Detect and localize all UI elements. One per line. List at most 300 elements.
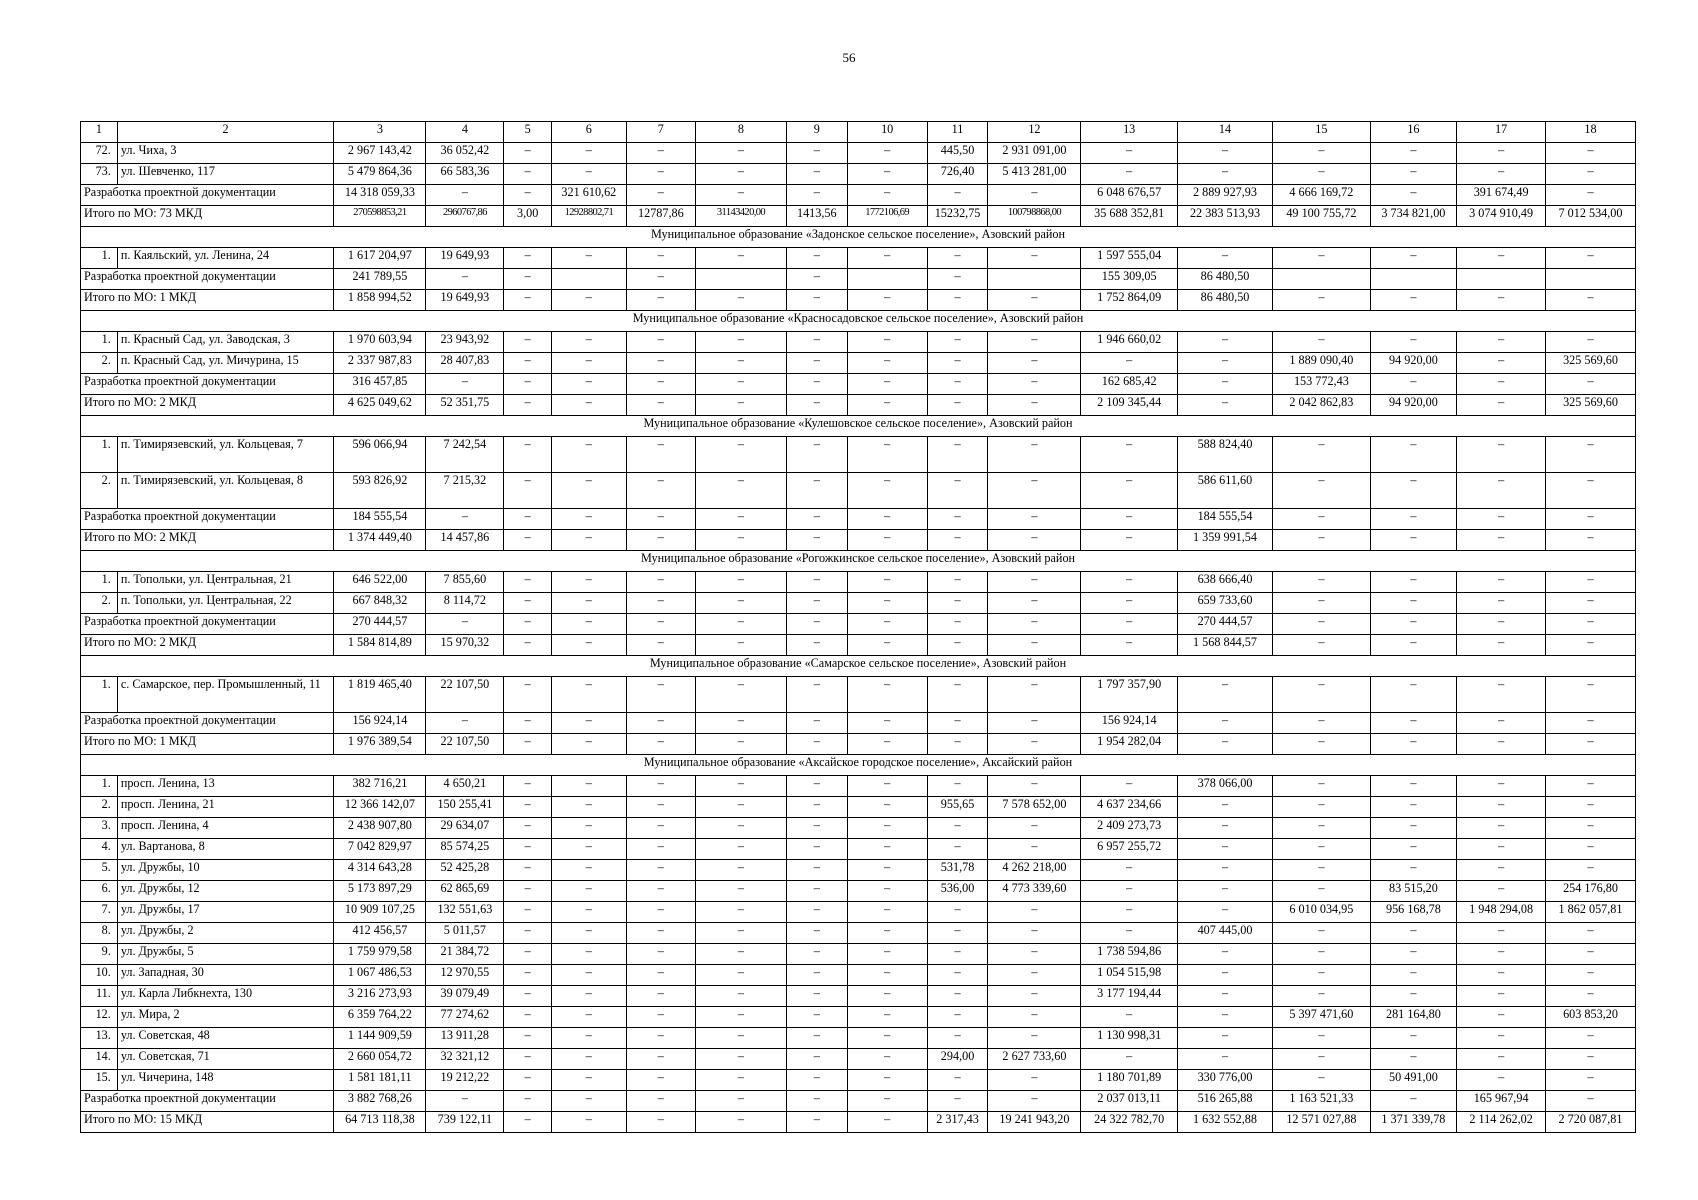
table-row <box>81 881 1636 902</box>
value-cell: – <box>1370 986 1457 1007</box>
value-cell: – <box>504 509 552 530</box>
subtotal-row <box>81 509 1636 530</box>
value-cell: – <box>626 395 695 416</box>
value-cell: – <box>1081 509 1177 530</box>
value-cell: – <box>1273 248 1370 269</box>
row-number: 7. <box>81 902 118 923</box>
address-cell: ул. Карла Либкнехта, 130 <box>117 986 334 1007</box>
subtotal-row <box>81 614 1636 635</box>
subtotal-row <box>81 395 1636 416</box>
column-header: 11 <box>927 122 988 143</box>
value-cell: – <box>988 614 1081 635</box>
row-label: Итого по МО: 15 МКД <box>81 1112 334 1133</box>
value-cell: – <box>1177 944 1272 965</box>
value-cell: – <box>1370 860 1457 881</box>
value-cell: – <box>1370 473 1457 509</box>
value-cell: – <box>1081 593 1177 614</box>
value-cell: 6 048 676,57 <box>1081 185 1177 206</box>
subtotal-row <box>81 290 1636 311</box>
value-cell: 4 625 049,62 <box>334 395 426 416</box>
value-cell: – <box>1457 1070 1546 1091</box>
value-cell: – <box>1546 593 1636 614</box>
subtotal-row <box>81 530 1636 551</box>
row-number: 73. <box>81 164 118 185</box>
value-cell: – <box>847 635 927 656</box>
value-cell: 14 318 059,33 <box>334 185 426 206</box>
value-cell: – <box>927 965 988 986</box>
value-cell: – <box>1273 1028 1370 1049</box>
value-cell: 19 241 943,20 <box>988 1112 1081 1133</box>
value-cell: – <box>927 839 988 860</box>
value-cell: – <box>1273 530 1370 551</box>
value-cell: 412 456,57 <box>334 923 426 944</box>
value-cell: 378 066,00 <box>1177 776 1272 797</box>
value-cell: 7 242,54 <box>426 437 504 473</box>
value-cell: – <box>1081 1007 1177 1028</box>
value-cell: – <box>927 374 988 395</box>
value-cell: – <box>927 395 988 416</box>
value-cell: – <box>988 734 1081 755</box>
row-label: Разработка проектной документации <box>81 185 334 206</box>
value-cell: – <box>1546 572 1636 593</box>
value-cell: – <box>552 839 627 860</box>
value-cell: – <box>552 530 627 551</box>
value-cell: 2 042 862,83 <box>1273 395 1370 416</box>
column-header: 4 <box>426 122 504 143</box>
value-cell: 21 384,72 <box>426 944 504 965</box>
value-cell: – <box>1546 437 1636 473</box>
value-cell: – <box>1081 530 1177 551</box>
value-cell: – <box>696 437 787 473</box>
value-cell: 956 168,78 <box>1370 902 1457 923</box>
value-cell: – <box>1273 572 1370 593</box>
row-number: 1. <box>81 776 118 797</box>
address-cell: с. Самарское, пер. Промышленный, 11 <box>117 677 334 713</box>
value-cell: – <box>504 572 552 593</box>
address-cell: просп. Ленина, 13 <box>117 776 334 797</box>
row-label: Итого по МО: 2 МКД <box>81 395 334 416</box>
value-cell: – <box>696 677 787 713</box>
value-cell: – <box>1273 734 1370 755</box>
value-cell: – <box>927 776 988 797</box>
value-cell: – <box>847 437 927 473</box>
value-cell: – <box>847 248 927 269</box>
subtotal-row <box>81 1091 1636 1112</box>
value-cell: – <box>696 530 787 551</box>
value-cell: 2 037 013,11 <box>1081 1091 1177 1112</box>
value-cell: – <box>1457 923 1546 944</box>
value-cell: – <box>988 944 1081 965</box>
value-cell: 162 685,42 <box>1081 374 1177 395</box>
value-cell: 12 970,55 <box>426 965 504 986</box>
value-cell: 254 176,80 <box>1546 881 1636 902</box>
value-cell: – <box>1081 473 1177 509</box>
value-cell: – <box>552 986 627 1007</box>
value-cell: – <box>847 881 927 902</box>
value-cell: – <box>696 572 787 593</box>
value-cell: – <box>696 1070 787 1091</box>
value-cell: – <box>696 818 787 839</box>
value-cell: – <box>1177 965 1272 986</box>
row-number: 2. <box>81 797 118 818</box>
address-cell: ул. Советская, 71 <box>117 1049 334 1070</box>
value-cell: – <box>1081 860 1177 881</box>
value-cell: – <box>696 143 787 164</box>
value-cell: – <box>927 437 988 473</box>
value-cell: – <box>696 332 787 353</box>
value-cell: – <box>504 185 552 206</box>
value-cell: – <box>626 860 695 881</box>
row-number: 12. <box>81 1007 118 1028</box>
value-cell: 596 066,94 <box>334 437 426 473</box>
value-cell: – <box>1273 860 1370 881</box>
value-cell: – <box>988 713 1081 734</box>
row-number: 1. <box>81 437 118 473</box>
value-cell: 1 976 389,54 <box>334 734 426 755</box>
value-cell: 86 480,50 <box>1177 290 1272 311</box>
table-row <box>81 143 1636 164</box>
value-cell: – <box>1370 944 1457 965</box>
value-cell: – <box>552 572 627 593</box>
value-cell: – <box>1370 713 1457 734</box>
value-cell: – <box>927 677 988 713</box>
value-cell: – <box>988 839 1081 860</box>
value-cell: 516 265,88 <box>1177 1091 1272 1112</box>
value-cell: – <box>626 1091 695 1112</box>
value-cell: 593 826,92 <box>334 473 426 509</box>
value-cell: – <box>847 473 927 509</box>
value-cell: – <box>786 395 847 416</box>
value-cell: – <box>626 881 695 902</box>
value-cell: 150 255,41 <box>426 797 504 818</box>
housing-repair-table <box>80 121 1636 1133</box>
section-heading: Муниципальное образование «Рогожкинское сельское поселение», Азовский район <box>81 551 1636 572</box>
value-cell: – <box>696 902 787 923</box>
value-cell: – <box>1370 797 1457 818</box>
value-cell: 659 733,60 <box>1177 593 1272 614</box>
value-cell: – <box>1457 881 1546 902</box>
value-cell: – <box>504 530 552 551</box>
value-cell: – <box>626 713 695 734</box>
value-cell: – <box>1273 677 1370 713</box>
value-cell: – <box>696 185 787 206</box>
value-cell: – <box>1370 923 1457 944</box>
value-cell: – <box>552 374 627 395</box>
value-cell: – <box>847 353 927 374</box>
table-row <box>81 797 1636 818</box>
value-cell: – <box>1457 530 1546 551</box>
section-heading-row <box>81 755 1636 776</box>
value-cell: 66 583,36 <box>426 164 504 185</box>
value-cell: 49 100 755,72 <box>1273 206 1370 227</box>
value-cell: – <box>1370 248 1457 269</box>
value-cell: 31143420,00 <box>696 206 787 227</box>
value-cell: – <box>504 1091 552 1112</box>
value-cell: – <box>927 353 988 374</box>
value-cell: – <box>1273 473 1370 509</box>
value-cell: – <box>786 1070 847 1091</box>
value-cell: – <box>927 248 988 269</box>
row-label: Разработка проектной документации <box>81 1091 334 1112</box>
value-cell: 10 909 107,25 <box>334 902 426 923</box>
value-cell: – <box>786 860 847 881</box>
value-cell: – <box>927 473 988 509</box>
value-cell: – <box>786 881 847 902</box>
value-cell: – <box>626 734 695 755</box>
value-cell: – <box>552 1049 627 1070</box>
value-cell: – <box>1370 635 1457 656</box>
value-cell: – <box>1177 818 1272 839</box>
value-cell: – <box>927 290 988 311</box>
row-number: 2. <box>81 593 118 614</box>
value-cell: – <box>847 593 927 614</box>
value-cell: – <box>626 353 695 374</box>
value-cell: – <box>786 902 847 923</box>
value-cell: – <box>696 839 787 860</box>
value-cell: – <box>504 437 552 473</box>
table-row <box>81 572 1636 593</box>
value-cell: – <box>1370 677 1457 713</box>
value-cell: 19 649,93 <box>426 290 504 311</box>
value-cell: 1 819 465,40 <box>334 677 426 713</box>
row-number: 3. <box>81 818 118 839</box>
value-cell: – <box>1370 614 1457 635</box>
value-cell: – <box>1177 332 1272 353</box>
value-cell: – <box>1370 593 1457 614</box>
column-header: 17 <box>1457 122 1546 143</box>
table-row <box>81 923 1636 944</box>
value-cell: – <box>552 677 627 713</box>
value-cell: 52 351,75 <box>426 395 504 416</box>
value-cell: – <box>626 902 695 923</box>
value-cell: – <box>1457 965 1546 986</box>
value-cell: – <box>1546 677 1636 713</box>
value-cell: – <box>504 1028 552 1049</box>
value-cell: – <box>786 269 847 290</box>
subtotal-row <box>81 1112 1636 1133</box>
value-cell: – <box>1546 776 1636 797</box>
value-cell: – <box>1370 1049 1457 1070</box>
value-cell: – <box>847 902 927 923</box>
value-cell: – <box>988 374 1081 395</box>
value-cell: – <box>696 290 787 311</box>
value-cell: 2 720 087,81 <box>1546 1112 1636 1133</box>
value-cell: 8 114,72 <box>426 593 504 614</box>
value-cell: – <box>504 881 552 902</box>
table-row <box>81 818 1636 839</box>
value-cell: – <box>786 593 847 614</box>
value-cell: – <box>552 902 627 923</box>
value-cell: – <box>696 986 787 1007</box>
value-cell: – <box>626 1112 695 1133</box>
value-cell: – <box>696 164 787 185</box>
value-cell: – <box>1546 818 1636 839</box>
value-cell: – <box>696 734 787 755</box>
value-cell: – <box>426 269 504 290</box>
value-cell: – <box>1546 635 1636 656</box>
section-heading-row <box>81 416 1636 437</box>
column-header: 3 <box>334 122 426 143</box>
value-cell: 588 824,40 <box>1177 437 1272 473</box>
address-cell: ул. Дружбы, 2 <box>117 923 334 944</box>
value-cell: – <box>426 1091 504 1112</box>
value-cell: – <box>786 713 847 734</box>
value-cell: – <box>786 572 847 593</box>
value-cell: – <box>1273 332 1370 353</box>
column-header: 5 <box>504 122 552 143</box>
value-cell: – <box>552 509 627 530</box>
value-cell: – <box>1457 776 1546 797</box>
value-cell: – <box>1457 164 1546 185</box>
value-cell: 94 920,00 <box>1370 395 1457 416</box>
table-row <box>81 944 1636 965</box>
value-cell: 2 337 987,83 <box>334 353 426 374</box>
value-cell: – <box>847 572 927 593</box>
value-cell: – <box>696 944 787 965</box>
value-cell: 19 649,93 <box>426 248 504 269</box>
value-cell: – <box>696 1112 787 1133</box>
value-cell: – <box>1546 290 1636 311</box>
value-cell: – <box>1081 902 1177 923</box>
value-cell: – <box>1457 473 1546 509</box>
value-cell: – <box>504 734 552 755</box>
value-cell: – <box>504 818 552 839</box>
value-cell: – <box>988 923 1081 944</box>
row-number: 1. <box>81 677 118 713</box>
column-header: 8 <box>696 122 787 143</box>
table-row <box>81 473 1636 509</box>
value-cell: – <box>786 473 847 509</box>
value-cell: 2 627 733,60 <box>988 1049 1081 1070</box>
value-cell: 3 177 194,44 <box>1081 986 1177 1007</box>
subtotal-row <box>81 734 1636 755</box>
value-cell: – <box>504 986 552 1007</box>
value-cell: – <box>988 572 1081 593</box>
value-cell: – <box>927 923 988 944</box>
value-cell: – <box>847 797 927 818</box>
value-cell: – <box>786 818 847 839</box>
value-cell: – <box>1546 332 1636 353</box>
value-cell: 739 122,11 <box>426 1112 504 1133</box>
value-cell: 12 571 027,88 <box>1273 1112 1370 1133</box>
value-cell: 3 074 910,49 <box>1457 206 1546 227</box>
value-cell: – <box>552 437 627 473</box>
value-cell: – <box>1177 143 1272 164</box>
value-cell: 6 957 255,72 <box>1081 839 1177 860</box>
value-cell: 100798868,00 <box>988 206 1081 227</box>
value-cell: 165 967,94 <box>1457 1091 1546 1112</box>
value-cell: – <box>1546 986 1636 1007</box>
value-cell: – <box>1370 332 1457 353</box>
value-cell: – <box>1546 248 1636 269</box>
value-cell: – <box>927 713 988 734</box>
value-cell: – <box>786 332 847 353</box>
column-header: 13 <box>1081 122 1177 143</box>
value-cell: – <box>988 248 1081 269</box>
value-cell: 6 010 034,95 <box>1273 902 1370 923</box>
value-cell: 5 413 281,00 <box>988 164 1081 185</box>
value-cell: – <box>696 353 787 374</box>
value-cell: 5 479 864,36 <box>334 164 426 185</box>
value-cell: 22 107,50 <box>426 734 504 755</box>
value-cell: 1 948 294,08 <box>1457 902 1546 923</box>
value-cell: – <box>847 614 927 635</box>
value-cell: – <box>1457 395 1546 416</box>
value-cell: – <box>1273 986 1370 1007</box>
value-cell: 536,00 <box>927 881 988 902</box>
value-cell: 726,40 <box>927 164 988 185</box>
address-cell: ул. Дружбы, 5 <box>117 944 334 965</box>
value-cell: – <box>786 923 847 944</box>
value-cell: – <box>847 965 927 986</box>
value-cell: – <box>504 374 552 395</box>
value-cell: – <box>786 839 847 860</box>
row-label: Разработка проектной документации <box>81 509 334 530</box>
value-cell: – <box>552 1028 627 1049</box>
value-cell: 94 920,00 <box>1370 353 1457 374</box>
table-row <box>81 860 1636 881</box>
section-heading: Муниципальное образование «Кулешовское сельское поселение», Азовский район <box>81 416 1636 437</box>
value-cell: 5 173 897,29 <box>334 881 426 902</box>
value-cell: – <box>1177 353 1272 374</box>
value-cell: 156 924,14 <box>334 713 426 734</box>
value-cell: – <box>1273 290 1370 311</box>
address-cell: ул. Чичерина, 148 <box>117 1070 334 1091</box>
value-cell: – <box>1177 1049 1272 1070</box>
value-cell: 24 322 782,70 <box>1081 1112 1177 1133</box>
section-heading: Муниципальное образование «Задонское сельское поселение», Азовский район <box>81 227 1636 248</box>
value-cell: 2 109 345,44 <box>1081 395 1177 416</box>
value-cell <box>1273 269 1370 290</box>
value-cell: – <box>696 923 787 944</box>
section-heading-row <box>81 311 1636 332</box>
value-cell: – <box>1457 1007 1546 1028</box>
value-cell: 1 581 181,11 <box>334 1070 426 1091</box>
value-cell: – <box>1457 1028 1546 1049</box>
value-cell: 1 889 090,40 <box>1273 353 1370 374</box>
row-label: Итого по МО: 1 МКД <box>81 290 334 311</box>
value-cell: – <box>786 986 847 1007</box>
value-cell: – <box>1081 353 1177 374</box>
value-cell: – <box>847 530 927 551</box>
row-number: 9. <box>81 944 118 965</box>
value-cell: – <box>626 143 695 164</box>
value-cell: – <box>1273 965 1370 986</box>
value-cell: – <box>626 290 695 311</box>
value-cell: – <box>626 776 695 797</box>
value-cell: 13 911,28 <box>426 1028 504 1049</box>
value-cell: 270 444,57 <box>334 614 426 635</box>
value-cell: – <box>504 776 552 797</box>
value-cell: 2 889 927,93 <box>1177 185 1272 206</box>
value-cell: – <box>1273 614 1370 635</box>
value-cell: – <box>1546 473 1636 509</box>
value-cell: – <box>1457 572 1546 593</box>
value-cell: – <box>504 614 552 635</box>
value-cell: – <box>696 776 787 797</box>
row-number: 2. <box>81 473 118 509</box>
value-cell: 2 967 143,42 <box>334 143 426 164</box>
value-cell: – <box>1546 509 1636 530</box>
value-cell: – <box>1273 881 1370 902</box>
value-cell: – <box>1546 923 1636 944</box>
value-cell: – <box>1546 1028 1636 1049</box>
value-cell: 1 163 521,33 <box>1273 1091 1370 1112</box>
row-label: Разработка проектной документации <box>81 713 334 734</box>
value-cell: 1 946 660,02 <box>1081 332 1177 353</box>
value-cell: 12928802,71 <box>552 206 627 227</box>
value-cell: – <box>847 143 927 164</box>
